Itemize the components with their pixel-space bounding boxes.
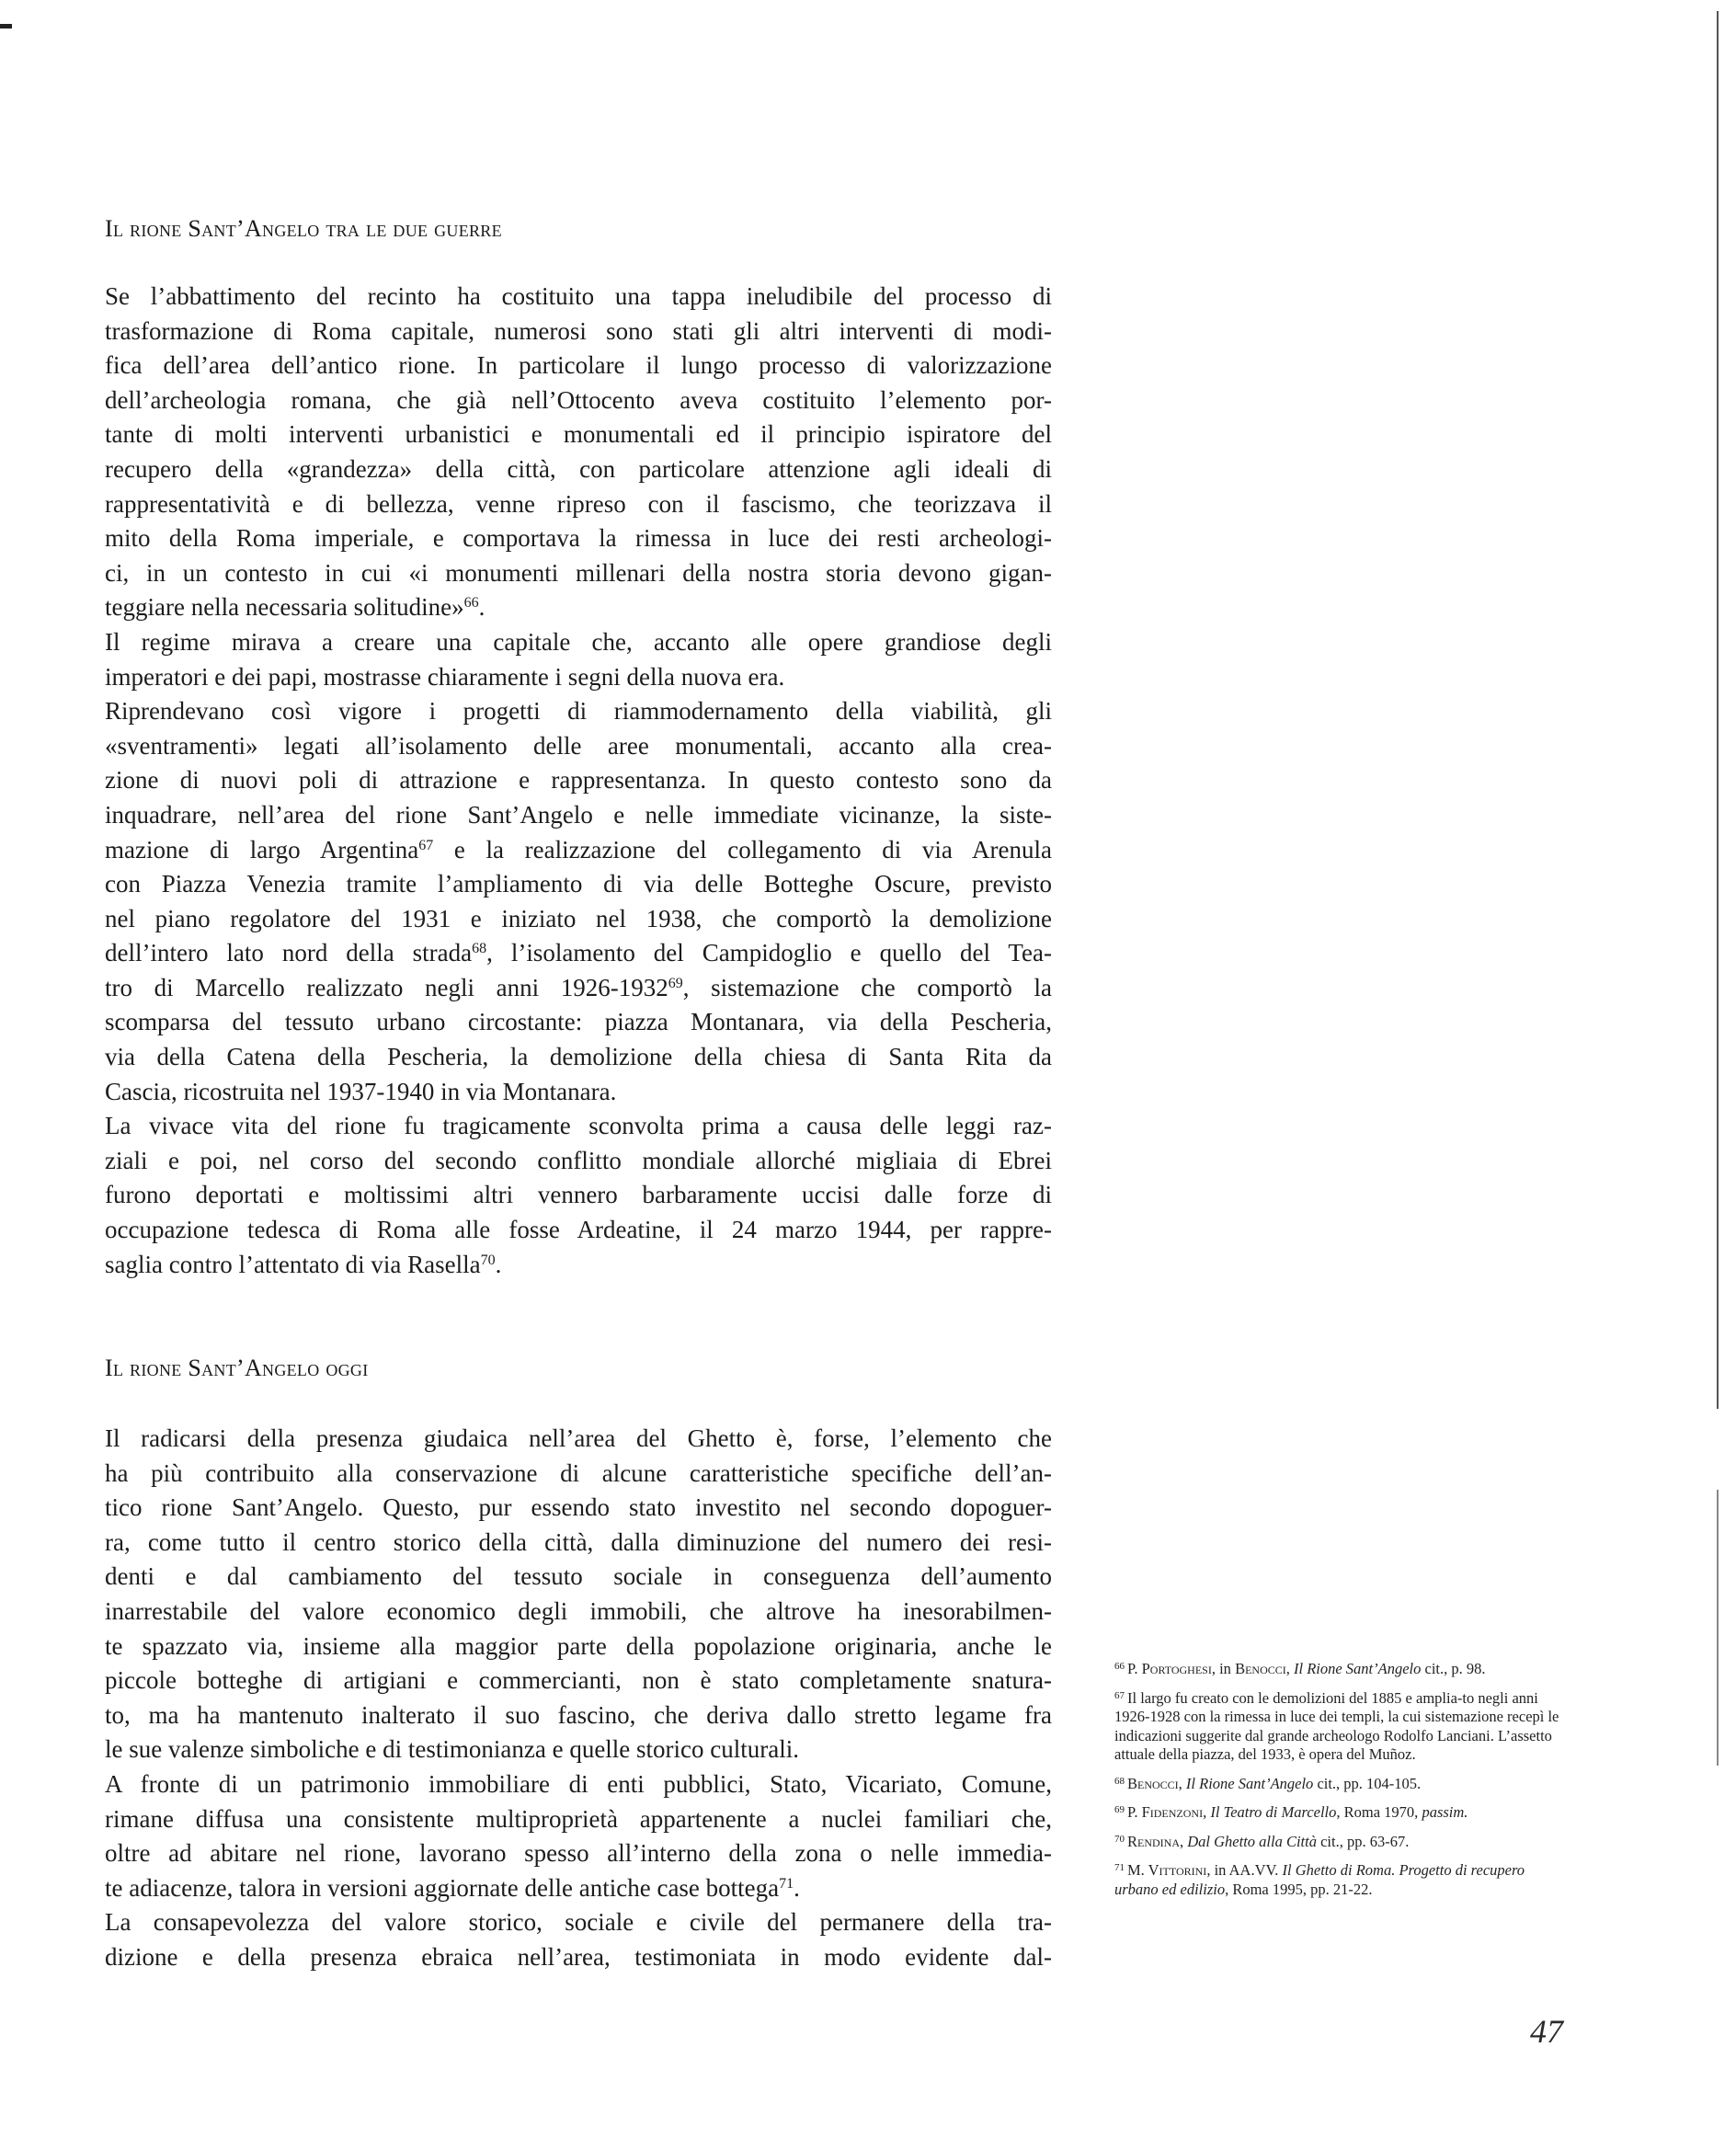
footnote-title: Dal Ghetto alla Città [1187,1832,1317,1850]
text-line [105,971,1052,1006]
text-line: Il regime mirava a creare una capitale che, accanto alle opere grandiose degli [105,627,1052,656]
footnote-71 [1114,1861,1570,1899]
footnote-ref-70[interactable]: 70 [480,1252,496,1268]
footnote-rest: cit., pp. 63-67. [1316,1832,1410,1850]
footnote-title: Il Rione Sant’Angelo [1185,1774,1314,1792]
text-segment: saglia contro l’attentato di via Rasella [105,1250,481,1278]
text-line: occupazione tedesca di Roma alle fosse Ardeatine, il 24 marzo 1944, per rappre- [105,1216,1052,1244]
text-line: Riprendevano così vigore i progetti di riammodernamento della viabilità, gli [105,697,1052,726]
text-line: mito della Roma imperiale, e comportava la rimessa in luce dei resti archeologi- [105,524,1052,553]
text-line: rimane diffusa una consistente multiproprietà appartenente a nuclei familiari che, [105,1804,1052,1833]
text-line: «sventramenti» legati all’isolamento delle aree monumentali, accanto alla crea- [105,731,1052,760]
text-line: fica dell’area dell’antico rione. In particolare il lungo processo di valorizzazione [105,351,1052,380]
footnote-rest-italic: passim. [1422,1803,1468,1821]
text-segment: , sistemazione che comportò la [682,973,1052,1001]
footnote-rest: , Roma 1995, pp. 21-22. [1225,1880,1373,1898]
text-line [105,833,1052,868]
footnote-66: $^{66}$ P. Portoghesi, in Benocci, Il Rione Sant’Angelo cit., p. 98. [1114,1660,1486,1677]
footnote-ref-68[interactable]: 68 [472,941,487,957]
text-line: nel piano regolatore del 1931 e iniziato nel 1938, che comportò la demolizione [105,904,1052,932]
footnote-title: Il Teatro di Marcello [1210,1803,1337,1821]
footnote-67 [1114,1689,1570,1765]
footnote-author: P. Portoghesi [1127,1660,1212,1677]
text-line: le sue valenze simboliche e di testimonianza e quelle storico culturali. [105,1735,799,1764]
text-segment: , l’isolamento del Campidoglio e quello del Tea- [486,939,1053,967]
footnote-author: Benocci [1235,1660,1286,1677]
text-line: tante di molti interventi urbanistici e monumentali ed il principio ispiratore del [105,420,1052,449]
corner-mark [0,24,12,29]
text-segment: tro di Marcello realizzato negli anni 1926-1932 [105,973,668,1001]
footnotes [1114,1660,1570,1909]
text-segment: te adiacenze, talora in versioni aggiornate delle antiche case bottega [105,1873,780,1902]
footnote-number: 66 [1114,1661,1125,1672]
footnote-ref-69[interactable]: 69 [668,975,683,991]
section-body-today [105,1422,1052,1975]
footnote-70: $^{70}$ Rendina, Dal Ghetto alla Città cit., pp. 63-67. [1114,1832,1410,1850]
text-line: rappresentatività e di bellezza, venne ripreso con il fascismo, che teorizzava il [105,489,1052,518]
text-line: Cascia, ricostruita nel 1937-1940 in via Montanara. [105,1077,617,1105]
footnote-number: 69 [1114,1804,1125,1815]
text-line: ra, come tutto il centro storico della città, dalla diminuzione del numero dei resi- [105,1527,1052,1556]
footnote-separator: , in AA.VV. [1206,1861,1283,1879]
text-line: teggiare nella necessaria solitudine»$^{66}$. [105,593,485,622]
page-number: 47 [1530,2013,1563,2050]
text-segment: teggiare nella necessaria solitudine» [105,593,464,622]
text-line: piccole botteghe di artigiani e commercianti, non è stato completamente snatura- [105,1666,1052,1695]
text-line: ziali e poi, nel corso del secondo conflitto mondiale allorché migliaia di Ebrei [105,1146,1052,1174]
text-line: dell’archeologia romana, che già nell’Ottocento aveva costituito l’elemento por- [105,385,1052,414]
section-body-between-wars [105,280,1052,1282]
text-segment: dell’intero lato nord della strada [105,939,473,967]
footnote-ref-71[interactable]: 71 [779,1875,794,1892]
text-line: La vivace vita del rione fu tragicamente sconvolta prima a causa delle leggi raz- [105,1112,1052,1140]
footnote-title: Il Rione Sant’Angelo [1293,1660,1422,1677]
text-line: saglia contro l’attentato di via Rasella$^{70}$. [105,1250,502,1278]
footnote-author: M. Vittorini [1127,1861,1207,1879]
text-line: imperatori e dei papi, mostrasse chiaramente i segni della nuova era. [105,662,785,691]
footnote-title: Il Ghetto di Roma. Progetto di recupero urbano ed edilizio [1114,1861,1525,1898]
text-line: ci, in un contesto in cui «i monumenti millenari della nostra storia devono gigan- [105,558,1052,587]
footnote-number: 67 [1114,1689,1125,1701]
footnote-author: P. Fidenzoni [1127,1803,1204,1821]
footnote-number: 71 [1114,1862,1125,1873]
text-line: ha più contribuito alla conservazione di alcune caratteristiche specifiche dell’an- [105,1458,1052,1487]
text-line: inquadrare, nell’area del rione Sant’Angelo e nelle immediate vicinanze, la siste- [105,800,1052,829]
text-line: te spazzato via, insieme alla maggior parte della popolazione originaria, anche le [105,1631,1052,1660]
text-line: Il radicarsi della presenza giudaica nell’area del Ghetto è, forse, l’elemento che [105,1424,1052,1452]
text-line: zione di nuovi poli di attrazione e rappresentanza. In questo contesto sono da [105,766,1052,795]
footnote-68: $^{68}$ Benocci, Il Rione Sant’Angelo cit., pp. 104-105. [1114,1774,1422,1792]
footnote-author: Rendina [1127,1832,1180,1850]
footnote-number: 68 [1114,1775,1125,1787]
footnote-text: Il largo fu creato con le demolizioni del 1885 e amplia-to negli anni 1926-1928 con la rimessa in luce dei templi, la cui sistemazione recepì le indicazioni suggerite dal grande archeologo Rodolfo Lanciani. L’assetto attuale della piazza, del 1933, è opera del Muñoz. [1114,1688,1559,1763]
text-line: te adiacenze, talora in versioni aggiornate delle antiche case bottega$^{71}$. [105,1873,800,1902]
footnote-rest: cit., p. 98. [1421,1660,1486,1677]
footnote-separator: , in [1211,1660,1236,1677]
footnote-69: $^{69}$ P. Fidenzoni, Il Teatro di Marcello, Roma 1970, passim. [1114,1803,1468,1821]
footnote-number: 70 [1114,1833,1125,1845]
section-heading-today: Il rione Sant’Angelo oggi [105,1355,369,1381]
text-line: via della Catena della Pescheria, la demolizione della chiesa di Santa Rita da [105,1043,1052,1071]
text-line: La consapevolezza del valore storico, sociale e civile del permanere della tra- [105,1908,1052,1937]
text-line: recupero della «grandezza» della città, con particolare attenzione agli ideali di [105,454,1052,483]
scan-edge-line-lower [1717,1490,1719,1766]
footnote-author: Benocci [1127,1774,1179,1792]
text-segment: mazione di largo Argentina [105,835,419,863]
text-line: inarrestabile del valore economico degli immobili, che altrove ha inesorabilmen- [105,1596,1052,1625]
text-line [105,936,1052,971]
section-heading-between-wars: Il rione Sant’Angelo tra le due guerre [105,215,502,242]
text-line: dizione e della presenza ebraica nell’area, testimoniata in modo evidente dal- [105,1942,1052,1971]
text-line: Se l’abbattimento del recinto ha costituito una tappa ineludibile del processo di [105,282,1052,310]
text-line: to, ma ha mantenuto inalterato il suo fascino, che deriva dallo stretto legame fra [105,1700,1052,1729]
footnote-ref-67[interactable]: 67 [418,837,434,853]
text-line: furono deportati e moltissimi altri vennero barbaramente uccisi dalle forze di [105,1181,1052,1209]
footnote-rest: cit., pp. 104-105. [1313,1774,1422,1792]
text-line: tico rione Sant’Angelo. Questo, pur essendo stato investito nel secondo dopoguer- [105,1493,1052,1522]
text-line: denti e dal cambiamento del tessuto sociale in conseguenza dell’aumento [105,1562,1052,1591]
text-line: scomparsa del tessuto urbano circostante: piazza Montanara, via della Pescheria, [105,1008,1052,1036]
footnote-ref-66[interactable]: 66 [463,595,479,612]
scan-edge-line [1717,11,1719,1409]
footnote-rest: , Roma 1970, [1336,1803,1422,1821]
text-line: A fronte di un patrimonio immobiliare di enti pubblici, Stato, Vicariato, Comune, [105,1769,1052,1798]
text-line: con Piazza Venezia tramite l’ampliamento di via delle Botteghe Oscure, previsto [105,870,1052,898]
text-segment: e la realizzazione del collegamento di via Arenula [453,835,1052,863]
text-line: trasformazione di Roma capitale, numerosi sono stati gli altri interventi di modi- [105,316,1052,345]
text-line: oltre ad abitare nel rione, lavorano spesso all’interno della zona o nelle immedia- [105,1839,1052,1868]
